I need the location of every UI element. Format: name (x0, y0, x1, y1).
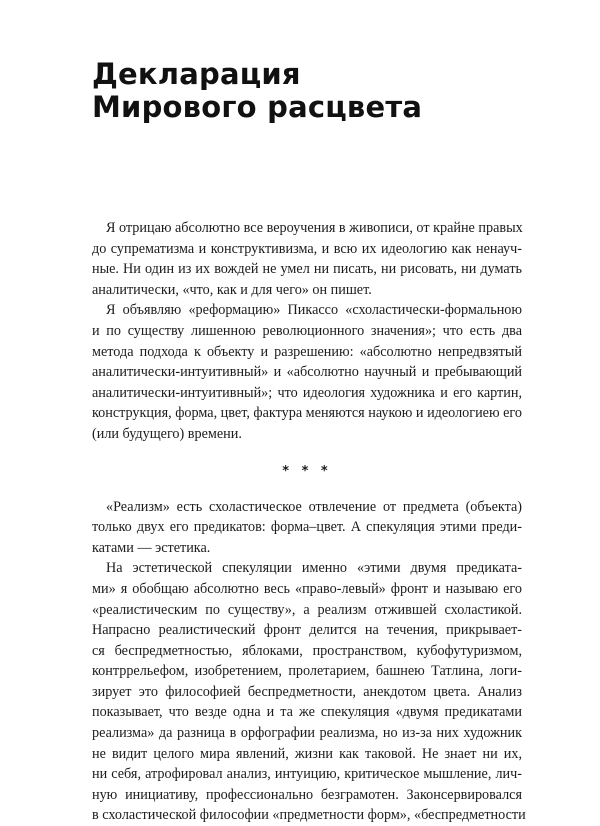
text-line: Я отрицаю абсолютно все вероучения в живописи, от крайне правых (106, 220, 523, 236)
text-line: аналитически-интуитивный»; что идеология художника и его картин, (92, 384, 522, 401)
chapter-title-line-1: Декларация (92, 57, 301, 91)
text-line: На эстетической спекуляции именно «этими двумя предиката- (106, 560, 522, 577)
text-line: контррельефом, изобретением, пролетарием, башнею Татлина, логи- (92, 663, 522, 680)
text-line: ные. Ни один из их вождей не умел ни писать, ни рисовать, ни думать (92, 261, 522, 278)
text-line: реализма» да разница в орфографии реализма, но из-за них художник (92, 725, 522, 742)
text-line: (или будущего) времени. (92, 425, 242, 442)
text-line: только двух его предикатов: форма–цвет. А спекуляция этими преди- (92, 519, 522, 536)
text-line: ную инициативу, профессионально безграмотен. Законсервировался (92, 786, 522, 803)
text-line: до супрематизма и конструктивизма, и всю их идеологию как ненауч- (92, 240, 522, 257)
text-line: ся беспредметностью, яблоками, пространством, кубофутуризмом, (92, 642, 522, 659)
text-line: и по существу лишенною революционного значения»; что есть два (92, 322, 522, 339)
paragraph (92, 497, 522, 559)
paragraph (92, 300, 522, 444)
text-line: ни себя, атрофировал анализ, интуицию, критическое мышление, лич- (92, 766, 522, 783)
text-line: конструкция, форма, цвет, фактура меняются наукою и идеологиею его (92, 405, 522, 422)
paragraph (92, 558, 526, 826)
text-line: зирует это философией беспредметности, анекдотом цвета. Анализ (92, 683, 522, 700)
chapter-title-line-2: Мирового расцвета (92, 90, 423, 124)
text-line: показывает, что везде одна и та же спекуляция «двумя предикатами (92, 704, 522, 721)
text-line: метода подхода к объекту и разрешению: «абсолютно непредвзятый (92, 343, 522, 360)
text-line: ми» я обобщаю абсолютно весь «право-левый» фронт и называю его (92, 580, 522, 597)
text-line: «Реализм» есть схоластическое отвлечение от предмета (объекта) (106, 498, 522, 515)
text-line: аналитически-интуитивный» и «абсолютно научный и пребывающий (92, 364, 522, 381)
text-line: Напрасно реалистический фронт делится на течения, прикрывает- (92, 622, 522, 639)
text-line: катами — эстетика. (92, 539, 211, 556)
text-line: аналитически, «что, как и для чего» он пишет. (92, 281, 372, 298)
text-line: Я объявляю «реформацию» Пикассо «схоластически-формальною (106, 302, 522, 319)
text-line: «реалистическим по существу», а реализм отжившей схоластикой. (92, 601, 522, 618)
paragraph (92, 218, 522, 300)
text-line: не видит целого мира явлений, жизни как таковой. Не знает ни их, (92, 745, 522, 762)
text-line: в схоластической философии «предметности форм», «беспредметности (92, 807, 526, 824)
body-text (92, 218, 526, 826)
chapter-title (92, 58, 532, 124)
section-separator: * * * (282, 463, 332, 479)
